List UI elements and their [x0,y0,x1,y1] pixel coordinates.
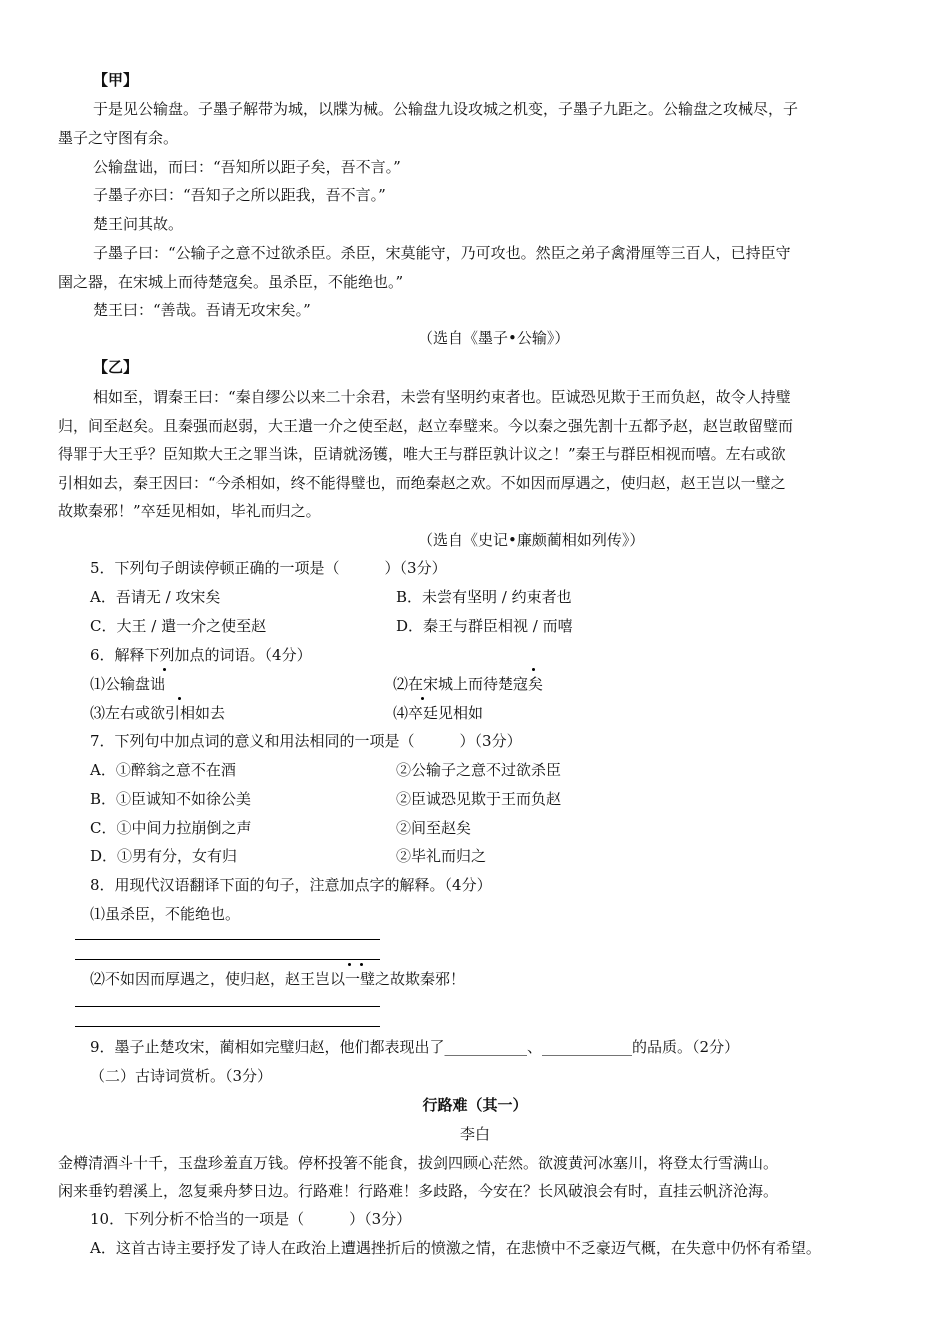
passage-jia-line: 子墨子曰：“公输子之意不过欲杀臣。杀臣，宋莫能守，乃可攻也。然臣之弟子禽滑厘等三百人，已持臣守 [93,244,791,262]
passage-jia-line: 子墨子亦曰：“吾知子之所以距我，吾不言。” [93,186,386,204]
question-6-item-1: ⑴公输盘诎 [90,675,166,693]
passage-yi-line: 故欺秦邪！”卒廷见相如，毕礼而归之。 [58,502,321,520]
passage-jia-line: 公输盘诎，而曰：“吾知所以距子矣，吾不言。” [93,158,401,176]
poem-title: 行路难（其一） [422,1096,528,1114]
passage-yi-line: 相如至，谓秦王曰：“秦自缪公以来二十余君，未尝有坚明约束者也。臣诚恐见欺于王而负赵，故令人持璧 [93,388,791,406]
question-5-stem: 5．下列句子朗读停顿正确的一项是（ ）（3分） [90,559,447,577]
question-10-stem: 10．下列分析不恰当的一项是（ ）（3分） [90,1210,412,1228]
passage-jia-line: 楚王问其故。 [93,215,184,233]
section-2-heading: （二）古诗词赏析。（3分） [90,1067,273,1085]
question-7-row-d-left: D．①男有分，女有归 [90,847,238,865]
passage-jia-line: 圉之器，在宋城上而待楚寇矣。虽杀臣，不能绝也。” [58,273,404,291]
question-7-row-c-left: C．①中间力拉崩倒之声 [90,819,252,837]
question-7-row-b-left: B．①臣诚知不如徐公美 [90,790,252,808]
question-7-row-b-right: ②臣诚恐见欺于王而负赵 [396,790,562,808]
poem-author: 李白 [459,1125,490,1143]
passage-jia-line: 楚王曰：“善哉。吾请无攻宋矣。” [93,301,311,319]
passage-yi-line: 得罪于大王乎？臣知欺大王之罪当诛，臣请就汤镬，唯大王与群臣孰计议之！”秦王与群臣相视而嘻。左右或欲 [58,445,786,463]
passage-yi-source: （选自《史记•廉颇蔺相如列传》） [418,531,645,549]
emphasis-dot [532,668,535,671]
question-5-option-c: C．大王 / 遣一介之使至赵 [90,617,267,635]
question-7-row-c-right: ②间至赵矣 [396,819,472,837]
question-5-option-b: B．未尝有坚明 / 约束者也 [396,588,572,606]
answer-line [75,1006,380,1007]
question-6-stem: 6．解释下列加点的词语。（4分） [90,646,312,664]
question-8-sentence-2: ⑵不如因而厚遇之，使归赵，赵王岂以一璧之故欺秦邪！ [90,970,466,988]
emphasis-dot [178,697,181,700]
poem-line: 金樽清酒斗十千，玉盘珍羞直万钱。停杯投箸不能食，拔剑四顾心茫然。欲渡黄河冰塞川，将登太行雪满山。 [58,1154,779,1172]
question-6-item-3: ⑶左右或欲引相如去 [90,704,226,722]
question-7-stem: 7．下列句中加点词的意义和用法相同的一项是（ ）（3分） [90,732,522,750]
passage-jia-source: （选自《墨子•公输》） [418,329,570,347]
question-5-option-a: A．吾请无 / 攻宋矣 [90,588,221,606]
question-7-row-d-right: ②毕礼而归之 [396,847,487,865]
answer-line [75,1026,380,1027]
question-6-item-4: ⑷卒廷见相如 [393,704,484,722]
answer-line [75,939,380,940]
passage-yi-line: 归，间至赵矣。且秦强而赵弱，大王遣一介之使至赵，赵立奉璧来。今以秦之强先割十五都予赵，赵岂敢留璧而 [58,417,794,435]
passage-yi-line: 引相如去，秦王因曰：“今杀相如，终不能得璧也，而绝秦赵之欢。不如因而厚遇之，使归赵，赵王岂以一璧之 [58,474,786,492]
question-10-option-a: A．这首古诗主要抒发了诗人在政治上遭遇挫折后的愤激之情，在悲愤中不乏豪迈气概，在失意中仍怀有希望。 [90,1239,821,1257]
emphasis-dot [163,668,166,671]
question-9-stem: 9．墨子止楚攻宋，蔺相如完璧归赵，他们都表现出了___________、____________的品质。（2分） [90,1038,740,1056]
question-7-row-a-left: A．①醉翁之意不在酒 [90,761,236,779]
emphasis-dot [360,963,363,966]
question-5-option-d: D．秦王与群臣相视 / 而嘻 [396,617,573,635]
passage-yi-header: 【乙】 [93,358,139,376]
answer-line [75,959,380,960]
poem-line: 闲来垂钓碧溪上，忽复乘舟梦日边。行路难！行路难！多歧路，今安在？长风破浪会有时，直挂云帆济沧海。 [58,1182,779,1200]
emphasis-dot [421,697,424,700]
passage-jia-line: 墨子之守图有余。 [58,129,179,147]
emphasis-dot [348,963,351,966]
passage-jia-line: 于是见公输盘。子墨子解带为城，以牒为械。公输盘九设攻城之机变，子墨子九距之。公输盘之攻械尽，子 [93,100,799,118]
question-7-row-a-right: ②公输子之意不过欲杀臣 [396,761,562,779]
passage-jia-header: 【甲】 [93,71,139,89]
question-8-stem: 8．用现代汉语翻译下面的句子，注意加点字的解释。（4分） [90,876,492,894]
question-8-sentence-1: ⑴虽杀臣，不能绝也。 [90,905,241,923]
question-6-item-2: ⑵在宋城上而待楚寇矣 [393,675,544,693]
